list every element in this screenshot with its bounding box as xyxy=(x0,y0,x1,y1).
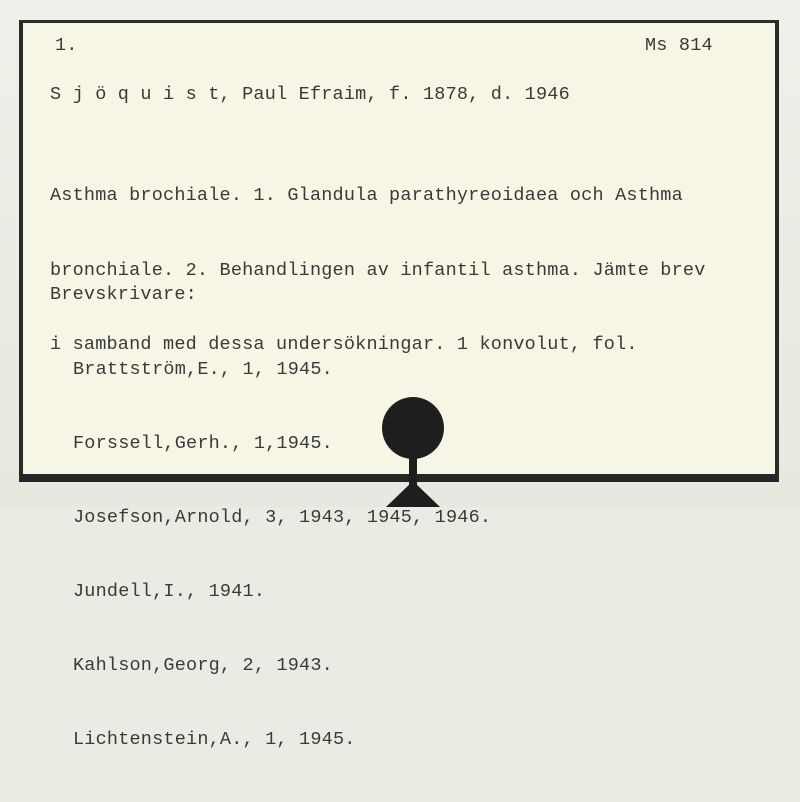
card-number: 1. xyxy=(55,35,78,56)
description-line: Asthma brochiale. 1. Glandula parathyreoidaea och Asthma xyxy=(50,185,683,207)
correspondent-entry: Lichtenstein,A., 1, 1945. xyxy=(73,729,356,751)
correspondents-label: Brevskrivare: xyxy=(50,284,197,306)
description-line: bronchiale. 2. Behandlingen av infantil asthma. Jämte brev xyxy=(50,259,706,281)
catalog-card xyxy=(19,20,779,751)
correspondent-entry: Jundell,I., 1941. xyxy=(73,580,266,602)
shelfmark: Ms 814 xyxy=(645,35,713,56)
correspondent-entry: Josefson,Arnold, 3, 1943, 1945, 1946. xyxy=(73,506,492,528)
author-heading: S j ö q u i s t, Paul Efraim, f. 1878, d. 1946 xyxy=(50,84,570,105)
correspondents-list xyxy=(50,234,491,802)
correspondent-entry: Brattström,E., 1, 1945. xyxy=(73,358,333,380)
description-line: i samband med dessa undersökningar. 1 konvolut, fol. xyxy=(50,333,638,355)
correspondent-entry: Forssell,Gerh., 1,1945. xyxy=(73,432,333,454)
punch-hole xyxy=(378,395,448,507)
correspondent-entry: Kahlson,Georg, 2, 1943. xyxy=(73,654,333,676)
